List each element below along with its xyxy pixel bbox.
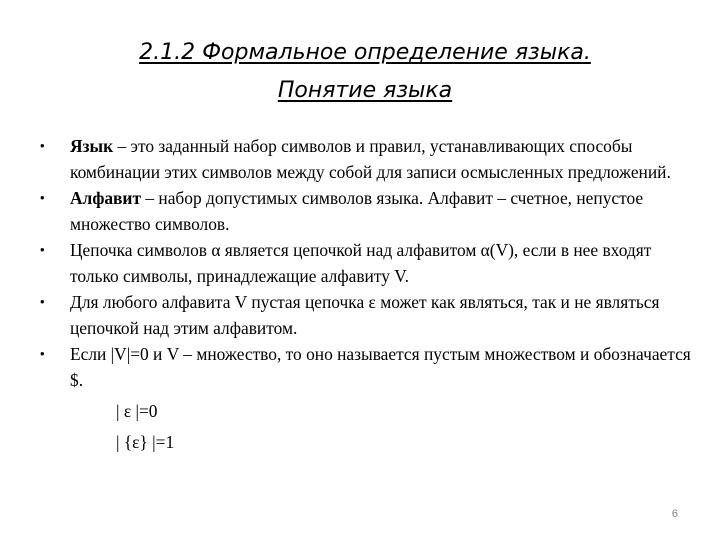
bullet-icon: • [40,138,45,153]
bullet-icon: • [40,346,45,361]
item-text: Цепочка символов α является цепочкой над алфавитом α(V), если в нее входят только символы, принадлежащие алфавиту V. [70,240,652,286]
slide-title [60,34,670,110]
title-line-2: Понятие языка [277,78,453,103]
list-item [40,237,695,289]
item-text: Для любого алфавита V пустая цепочка ε может как являться, так и не являться цепочкой над этим алфавитом. [70,292,660,338]
list-item [40,133,695,185]
item-text: Если |V|=0 и V – множество, то оно называется пустым множеством и обозначается $. [70,344,691,390]
bullet-icon: • [40,242,45,257]
title-line-1: 2.1.2 Формальное определение языка. [139,40,591,65]
item-text: – набор допустимых символов языка. Алфавит – счетное, непустое множество символов. [70,188,644,234]
bullet-icon: • [40,294,45,309]
bullet-icon: • [40,190,45,205]
list-item [40,289,695,341]
page-number: 6 [671,508,678,520]
list-item [40,341,695,393]
bullet-list [40,133,695,455]
list-item [40,185,695,237]
term-label: Алфавит [70,188,141,208]
formula-set-of-empty-chain: | {ε} |=1 [116,432,175,452]
term-label: Язык [70,136,114,156]
item-text: – это заданный набор символов и правил, устанавливающих способы комбинации этих символов между собой для записи осмысленных предложений. [70,136,671,182]
formula-empty-chain: | ε |=0 [116,401,158,421]
